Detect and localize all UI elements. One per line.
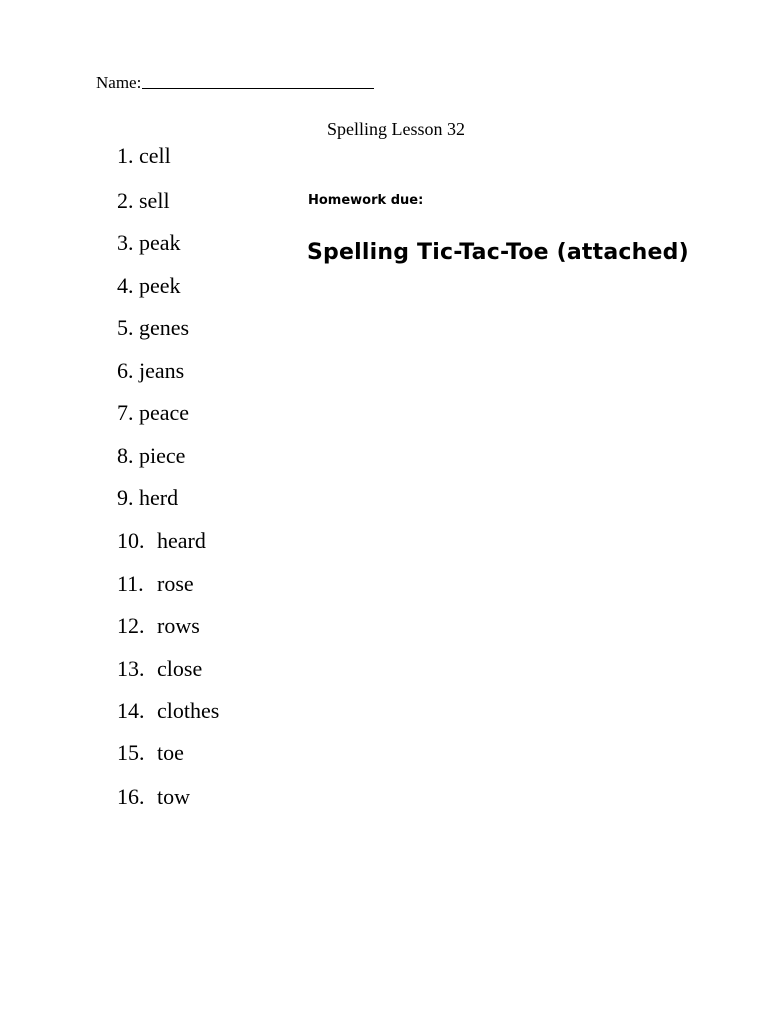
name-label: Name:: [96, 73, 142, 92]
list-item: 15. toe: [117, 740, 184, 765]
name-blank-line: [142, 71, 374, 89]
list-item: 12. rows: [117, 613, 200, 638]
list-item: 5. genes: [117, 315, 190, 340]
list-item: 2. sell: [117, 188, 170, 213]
list-item: 4. peek: [117, 273, 181, 298]
list-item: 10. heard: [117, 528, 206, 553]
list-item: 16. tow: [117, 784, 190, 809]
list-item: 6. jeans: [117, 358, 185, 383]
list-item: 11. rose: [117, 571, 194, 596]
list-item: 8. piece: [117, 443, 186, 468]
name-field: [96, 71, 374, 93]
list-item: 1. cell: [117, 143, 171, 168]
homework-task: Spelling Tic-Tac-Toe (attached): [307, 240, 689, 265]
list-item: 3. peak: [117, 230, 181, 255]
list-item: 13. close: [117, 656, 203, 681]
list-item: 9. herd: [117, 485, 179, 510]
homework-due-label: Homework due:: [308, 193, 424, 208]
list-item: 7. peace: [117, 400, 190, 425]
list-item: 14. clothes: [117, 698, 220, 723]
lesson-title: Spelling Lesson 32: [327, 119, 465, 139]
